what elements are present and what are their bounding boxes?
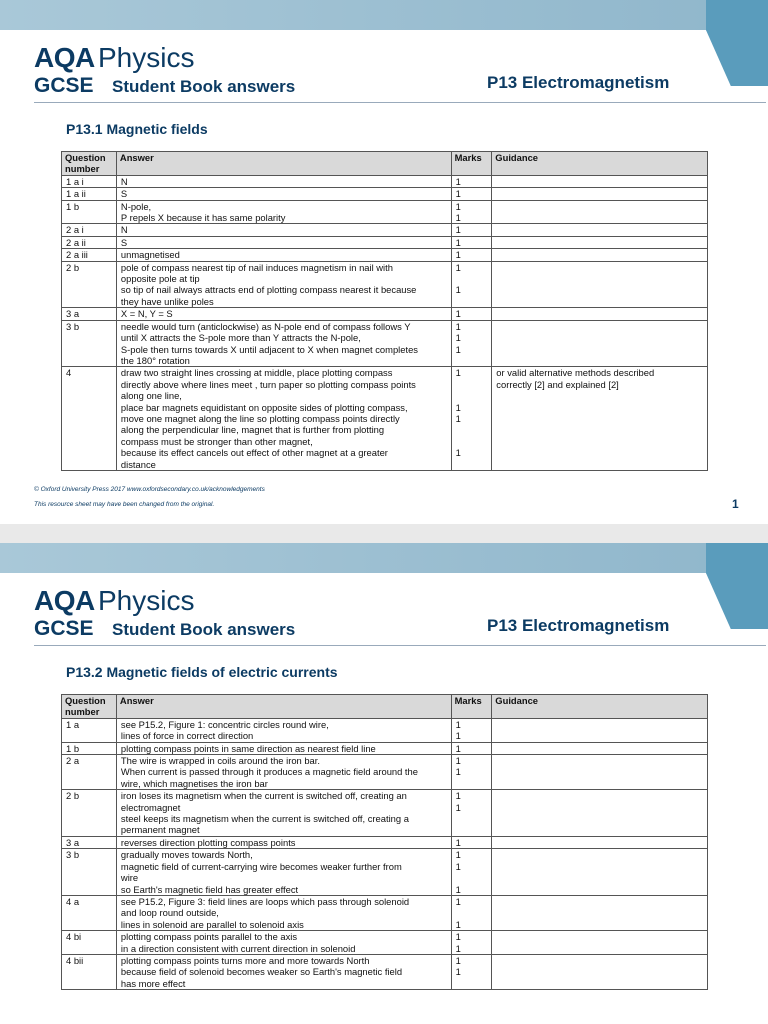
- question-number-cell: 1 b: [62, 742, 117, 754]
- marks-cell: [451, 367, 492, 471]
- answer-cell: [116, 367, 451, 471]
- answer-line: and loop round outside,: [120, 907, 219, 919]
- table-row: [62, 367, 708, 471]
- answer-cell: [116, 790, 451, 837]
- answer-line: compass must be stronger than other magnet,: [120, 435, 313, 447]
- footer-copyright: © Oxford University Press 2017 www.oxfordsecondary.co.uk/acknowledgements: [34, 486, 265, 493]
- mark-line: 1: [455, 224, 461, 236]
- marks-cell: [451, 200, 492, 224]
- guidance-line: [496, 176, 703, 187]
- table-row: [62, 931, 708, 955]
- mark-line: [456, 813, 488, 824]
- mark-line: 1: [455, 718, 461, 730]
- guidance-cell: [492, 954, 708, 989]
- answer-line: draw two straight lines crossing at middle, place plotting compass: [120, 367, 393, 379]
- mark-line: 1: [455, 401, 461, 413]
- question-number-cell: 1 b: [62, 200, 117, 224]
- mark-line: [456, 436, 488, 447]
- question-number-cell: 4 bii: [62, 954, 117, 989]
- answer-line: S: [120, 188, 128, 200]
- question-number-cell: 1 a ii: [62, 188, 117, 200]
- header-band: [0, 543, 768, 573]
- guidance-cell: [492, 367, 708, 471]
- table-row: [62, 200, 708, 224]
- brand-gcse: GCSE: [34, 617, 94, 640]
- mark-line: [456, 824, 488, 835]
- mark-line: 1: [455, 918, 461, 930]
- marks-cell: [451, 175, 492, 187]
- mark-line: [456, 907, 488, 918]
- answer-line: X = N, Y = S: [120, 308, 173, 320]
- answer-cell: [116, 320, 451, 367]
- answer-line: When current is passed through it produces a magnetic field around the: [120, 766, 418, 778]
- mark-line: 1: [455, 188, 461, 200]
- mark-line: 1: [455, 447, 461, 459]
- table-row: [62, 755, 708, 790]
- mark-line: 1: [455, 790, 461, 802]
- mark-line: 1: [455, 343, 461, 355]
- mark-line: 1: [455, 200, 461, 212]
- table-row: [62, 954, 708, 989]
- answer-cell: [116, 836, 451, 848]
- question-number-cell: 3 a: [62, 308, 117, 320]
- answer-line: needle would turn (anticlockwise) as N-pole end of compass follows Y: [120, 320, 411, 332]
- table-row: [62, 188, 708, 200]
- mark-line: 1: [455, 966, 461, 978]
- answer-line: so tip of nail always attracts end of plotting compass nearest it because: [120, 284, 417, 296]
- answer-line: permanent magnet: [120, 824, 200, 836]
- marks-cell: [451, 320, 492, 367]
- answer-cell: [116, 895, 451, 930]
- guidance-cell: [492, 320, 708, 367]
- mark-line: 1: [455, 766, 461, 778]
- table-row: [62, 236, 708, 248]
- header-band: [0, 0, 768, 30]
- mark-line: 1: [455, 284, 461, 296]
- brand-aqa: AQA: [34, 585, 95, 616]
- header-corner-decoration: [706, 0, 768, 86]
- guidance-line: correctly [2] and explained [2]: [496, 378, 619, 390]
- answer-line: lines of force in correct direction: [120, 730, 254, 742]
- answer-line: reverses direction plotting compass points: [120, 836, 296, 848]
- brand-physics: Physics: [98, 585, 195, 616]
- marks-cell: [451, 188, 492, 200]
- mark-line: [456, 424, 488, 435]
- table-row: [62, 718, 708, 742]
- answer-line: wire: [120, 872, 139, 884]
- question-number-cell: 4: [62, 367, 117, 471]
- guidance-line: [496, 321, 703, 332]
- answer-cell: [116, 261, 451, 308]
- table-header-row: [62, 695, 708, 719]
- mark-line: 1: [455, 742, 461, 754]
- mark-line: 1: [455, 261, 461, 273]
- table-row: [62, 224, 708, 236]
- answer-line: distance: [120, 458, 156, 470]
- mark-line: [456, 379, 488, 390]
- marks-cell: [451, 249, 492, 261]
- mark-line: 1: [455, 320, 461, 332]
- answer-cell: [116, 742, 451, 754]
- table-row: [62, 836, 708, 848]
- answer-line: place bar magnets equidistant on opposite sides of plotting compass,: [120, 401, 408, 413]
- marks-cell: [451, 224, 492, 236]
- guidance-line: [496, 188, 703, 199]
- guidance-line: [496, 790, 703, 801]
- mark-line: 1: [455, 836, 461, 848]
- table-row: [62, 320, 708, 367]
- answer-line: S: [120, 236, 128, 248]
- question-number-cell: 2 a ii: [62, 236, 117, 248]
- marks-cell: [451, 954, 492, 989]
- answer-line: so Earth's magnetic field has greater effect: [120, 883, 299, 895]
- guidance-header: Guidance: [492, 152, 708, 176]
- guidance-line: [496, 837, 703, 848]
- brand-subtitle: Student Book answers: [112, 620, 296, 639]
- mark-line: [456, 978, 488, 989]
- answer-line: the 180° rotation: [120, 354, 190, 366]
- answer-line: plotting compass points turns more and more towards North: [120, 954, 370, 966]
- marks-header: Marks: [451, 695, 492, 719]
- chapter-title: P13 Electromagnetism: [487, 73, 670, 92]
- mark-line: 1: [455, 412, 461, 424]
- mark-line: 1: [455, 332, 461, 344]
- guidance-cell: [492, 742, 708, 754]
- question-number-cell: 2 a i: [62, 224, 117, 236]
- marks-cell: [451, 849, 492, 896]
- marks-cell: [451, 236, 492, 248]
- answer-cell: [116, 308, 451, 320]
- question-number-cell: 3 b: [62, 320, 117, 367]
- answer-line: opposite pole at tip: [120, 273, 200, 285]
- footer-note: This resource sheet may have been changed from the original.: [34, 501, 215, 508]
- answer-line: has more effect: [120, 977, 186, 989]
- table-row: [62, 249, 708, 261]
- question-number-cell: 2 a: [62, 755, 117, 790]
- mark-line: 1: [455, 954, 461, 966]
- answer-line: P repels X because it has same polarity: [120, 212, 286, 224]
- chapter-title: P13 Electromagnetism: [487, 616, 670, 635]
- guidance-line: [496, 955, 703, 966]
- answer-line: steel keeps its magnetism when the current is switched off, creating a: [120, 813, 409, 825]
- answer-cell: [116, 236, 451, 248]
- mark-line: 1: [455, 367, 461, 379]
- guidance-line: or valid alternative methods described: [496, 367, 655, 379]
- guidance-cell: [492, 236, 708, 248]
- table-row: [62, 849, 708, 896]
- header-divider: [34, 102, 766, 103]
- section-title: P13.1 Magnetic fields: [66, 121, 208, 137]
- answer-cell: [116, 249, 451, 261]
- mark-line: 1: [455, 801, 461, 813]
- guidance-cell: [492, 755, 708, 790]
- table-row: [62, 175, 708, 187]
- answer-line: iron loses its magnetism when the current is switched off, creating an: [120, 790, 407, 802]
- guidance-line: [496, 237, 703, 248]
- answer-line: N: [120, 224, 128, 236]
- guidance-cell: [492, 308, 708, 320]
- answer-line: gradually moves towards North,: [120, 849, 253, 861]
- guidance-line: [496, 849, 703, 860]
- answer-line: plotting compass points parallel to the axis: [120, 931, 298, 943]
- answer-line: directly above where lines meet , turn paper so plotting compass points: [120, 378, 416, 390]
- mark-line: [456, 390, 488, 401]
- marks-cell: [451, 836, 492, 848]
- answer-line: along one line,: [120, 390, 182, 402]
- guidance-line: [496, 262, 703, 273]
- answer-cell: [116, 755, 451, 790]
- guidance-line: [496, 249, 703, 260]
- page-number: 1: [732, 497, 739, 511]
- answers-table: [61, 694, 708, 990]
- marks-header: Marks: [451, 152, 492, 176]
- answer-line: along the perpendicular line, magnet that is further from plotting: [120, 424, 385, 436]
- guidance-line: [496, 743, 703, 754]
- question-number-cell: 2 b: [62, 790, 117, 837]
- question-number-cell: 4 a: [62, 895, 117, 930]
- header-corner-decoration: [706, 543, 768, 629]
- question-number-cell: 1 a: [62, 718, 117, 742]
- marks-cell: [451, 931, 492, 955]
- mark-line: 1: [455, 895, 461, 907]
- mark-line: 1: [455, 236, 461, 248]
- guidance-line: [496, 719, 703, 730]
- guidance-cell: [492, 188, 708, 200]
- guidance-cell: [492, 718, 708, 742]
- answer-cell: [116, 224, 451, 236]
- answer-cell: [116, 188, 451, 200]
- question-number-cell: 2 b: [62, 261, 117, 308]
- guidance-cell: [492, 836, 708, 848]
- mark-line: 1: [455, 755, 461, 767]
- header-divider: [34, 645, 766, 646]
- answer-line: plotting compass points in same direction as nearest field line: [120, 742, 376, 754]
- answer-cell: [116, 200, 451, 224]
- answer-line: move one magnet along the line so plotting compass points directly: [120, 412, 400, 424]
- marks-cell: [451, 308, 492, 320]
- mark-line: 1: [455, 308, 461, 320]
- marks-cell: [451, 790, 492, 837]
- brand-aqa: AQA: [34, 42, 95, 73]
- mark-line: 1: [455, 175, 461, 187]
- mark-line: [456, 872, 488, 883]
- answer-cell: [116, 931, 451, 955]
- answer-line: they have unlike poles: [120, 295, 214, 307]
- answer-line: because field of solenoid becomes weaker so Earth's magnetic field: [120, 966, 403, 978]
- answer-header: Answer: [116, 152, 451, 176]
- page-2: [0, 543, 768, 1024]
- marks-cell: [451, 718, 492, 742]
- mark-line: 1: [455, 883, 461, 895]
- marks-cell: [451, 261, 492, 308]
- section-title: P13.2 Magnetic fields of electric currents: [66, 664, 338, 680]
- guidance-line: [496, 224, 703, 235]
- guidance-cell: [492, 249, 708, 261]
- answer-line: because its effect cancels out effect of other magnet at a greater: [120, 447, 388, 459]
- table-row: [62, 308, 708, 320]
- guidance-cell: [492, 790, 708, 837]
- answer-line: in a direction consistent with current direction in solenoid: [120, 942, 356, 954]
- guidance-cell: [492, 224, 708, 236]
- brand-gcse: GCSE: [34, 74, 94, 97]
- mark-line: 1: [455, 849, 461, 861]
- guidance-cell: [492, 200, 708, 224]
- answer-cell: [116, 954, 451, 989]
- guidance-header: Guidance: [492, 695, 708, 719]
- mark-line: 1: [455, 931, 461, 943]
- guidance-line: [496, 896, 703, 907]
- question-number-cell: 2 a iii: [62, 249, 117, 261]
- answer-line: magnetic field of current-carrying wire becomes weaker further from: [120, 860, 402, 872]
- question-number-cell: 3 a: [62, 836, 117, 848]
- guidance-cell: [492, 931, 708, 955]
- answer-line: N: [120, 175, 128, 187]
- brand-physics: Physics: [98, 42, 195, 73]
- question-number-header: Question number: [62, 152, 117, 176]
- mark-line: [456, 296, 488, 307]
- table-row: [62, 790, 708, 837]
- guidance-line: [496, 755, 703, 766]
- table-row: [62, 261, 708, 308]
- question-number-header: Question number: [62, 695, 117, 719]
- answer-line: unmagnetised: [120, 249, 180, 261]
- answer-line: electromagnet: [120, 801, 181, 813]
- answer-line: lines in solenoid are parallel to solenoid axis: [120, 918, 304, 930]
- marks-cell: [451, 895, 492, 930]
- answer-line: see P15.2, Figure 1: concentric circles round wire,: [120, 718, 329, 730]
- mark-line: 1: [455, 212, 461, 224]
- guidance-cell: [492, 261, 708, 308]
- guidance-cell: [492, 175, 708, 187]
- mark-line: [456, 273, 488, 284]
- table-row: [62, 895, 708, 930]
- marks-cell: [451, 742, 492, 754]
- table-row: [62, 742, 708, 754]
- answer-line: N-pole,: [120, 200, 152, 212]
- answer-header: Answer: [116, 695, 451, 719]
- question-number-cell: 3 b: [62, 849, 117, 896]
- answer-line: pole of compass nearest tip of nail induces magnetism in nail with: [120, 261, 393, 273]
- answer-cell: [116, 849, 451, 896]
- guidance-line: [496, 201, 703, 212]
- guidance-line: [496, 931, 703, 942]
- answer-line: wire, which magnetises the iron bar: [120, 777, 268, 789]
- answer-line: The wire is wrapped in coils around the iron bar.: [120, 755, 320, 767]
- guidance-line: [496, 308, 703, 319]
- answer-cell: [116, 175, 451, 187]
- question-number-cell: 4 bi: [62, 931, 117, 955]
- answer-cell: [116, 718, 451, 742]
- answer-line: see P15.2, Figure 3: field lines are loops which pass through solenoid: [120, 895, 410, 907]
- question-number-cell: 1 a i: [62, 175, 117, 187]
- answer-line: S-pole then turns towards X until adjacent to X when magnet completes: [120, 343, 418, 355]
- mark-line: [456, 355, 488, 366]
- mark-line: 1: [455, 249, 461, 261]
- answers-table: [61, 151, 708, 471]
- answer-line: until X attracts the S-pole more than Y attracts the N-pole,: [120, 332, 361, 344]
- mark-line: 1: [455, 730, 461, 742]
- table-header-row: [62, 152, 708, 176]
- guidance-cell: [492, 849, 708, 896]
- guidance-cell: [492, 895, 708, 930]
- mark-line: 1: [455, 860, 461, 872]
- marks-cell: [451, 755, 492, 790]
- mark-line: 1: [455, 942, 461, 954]
- mark-line: [456, 459, 488, 470]
- brand-subtitle: Student Book answers: [112, 77, 296, 96]
- mark-line: [456, 778, 488, 789]
